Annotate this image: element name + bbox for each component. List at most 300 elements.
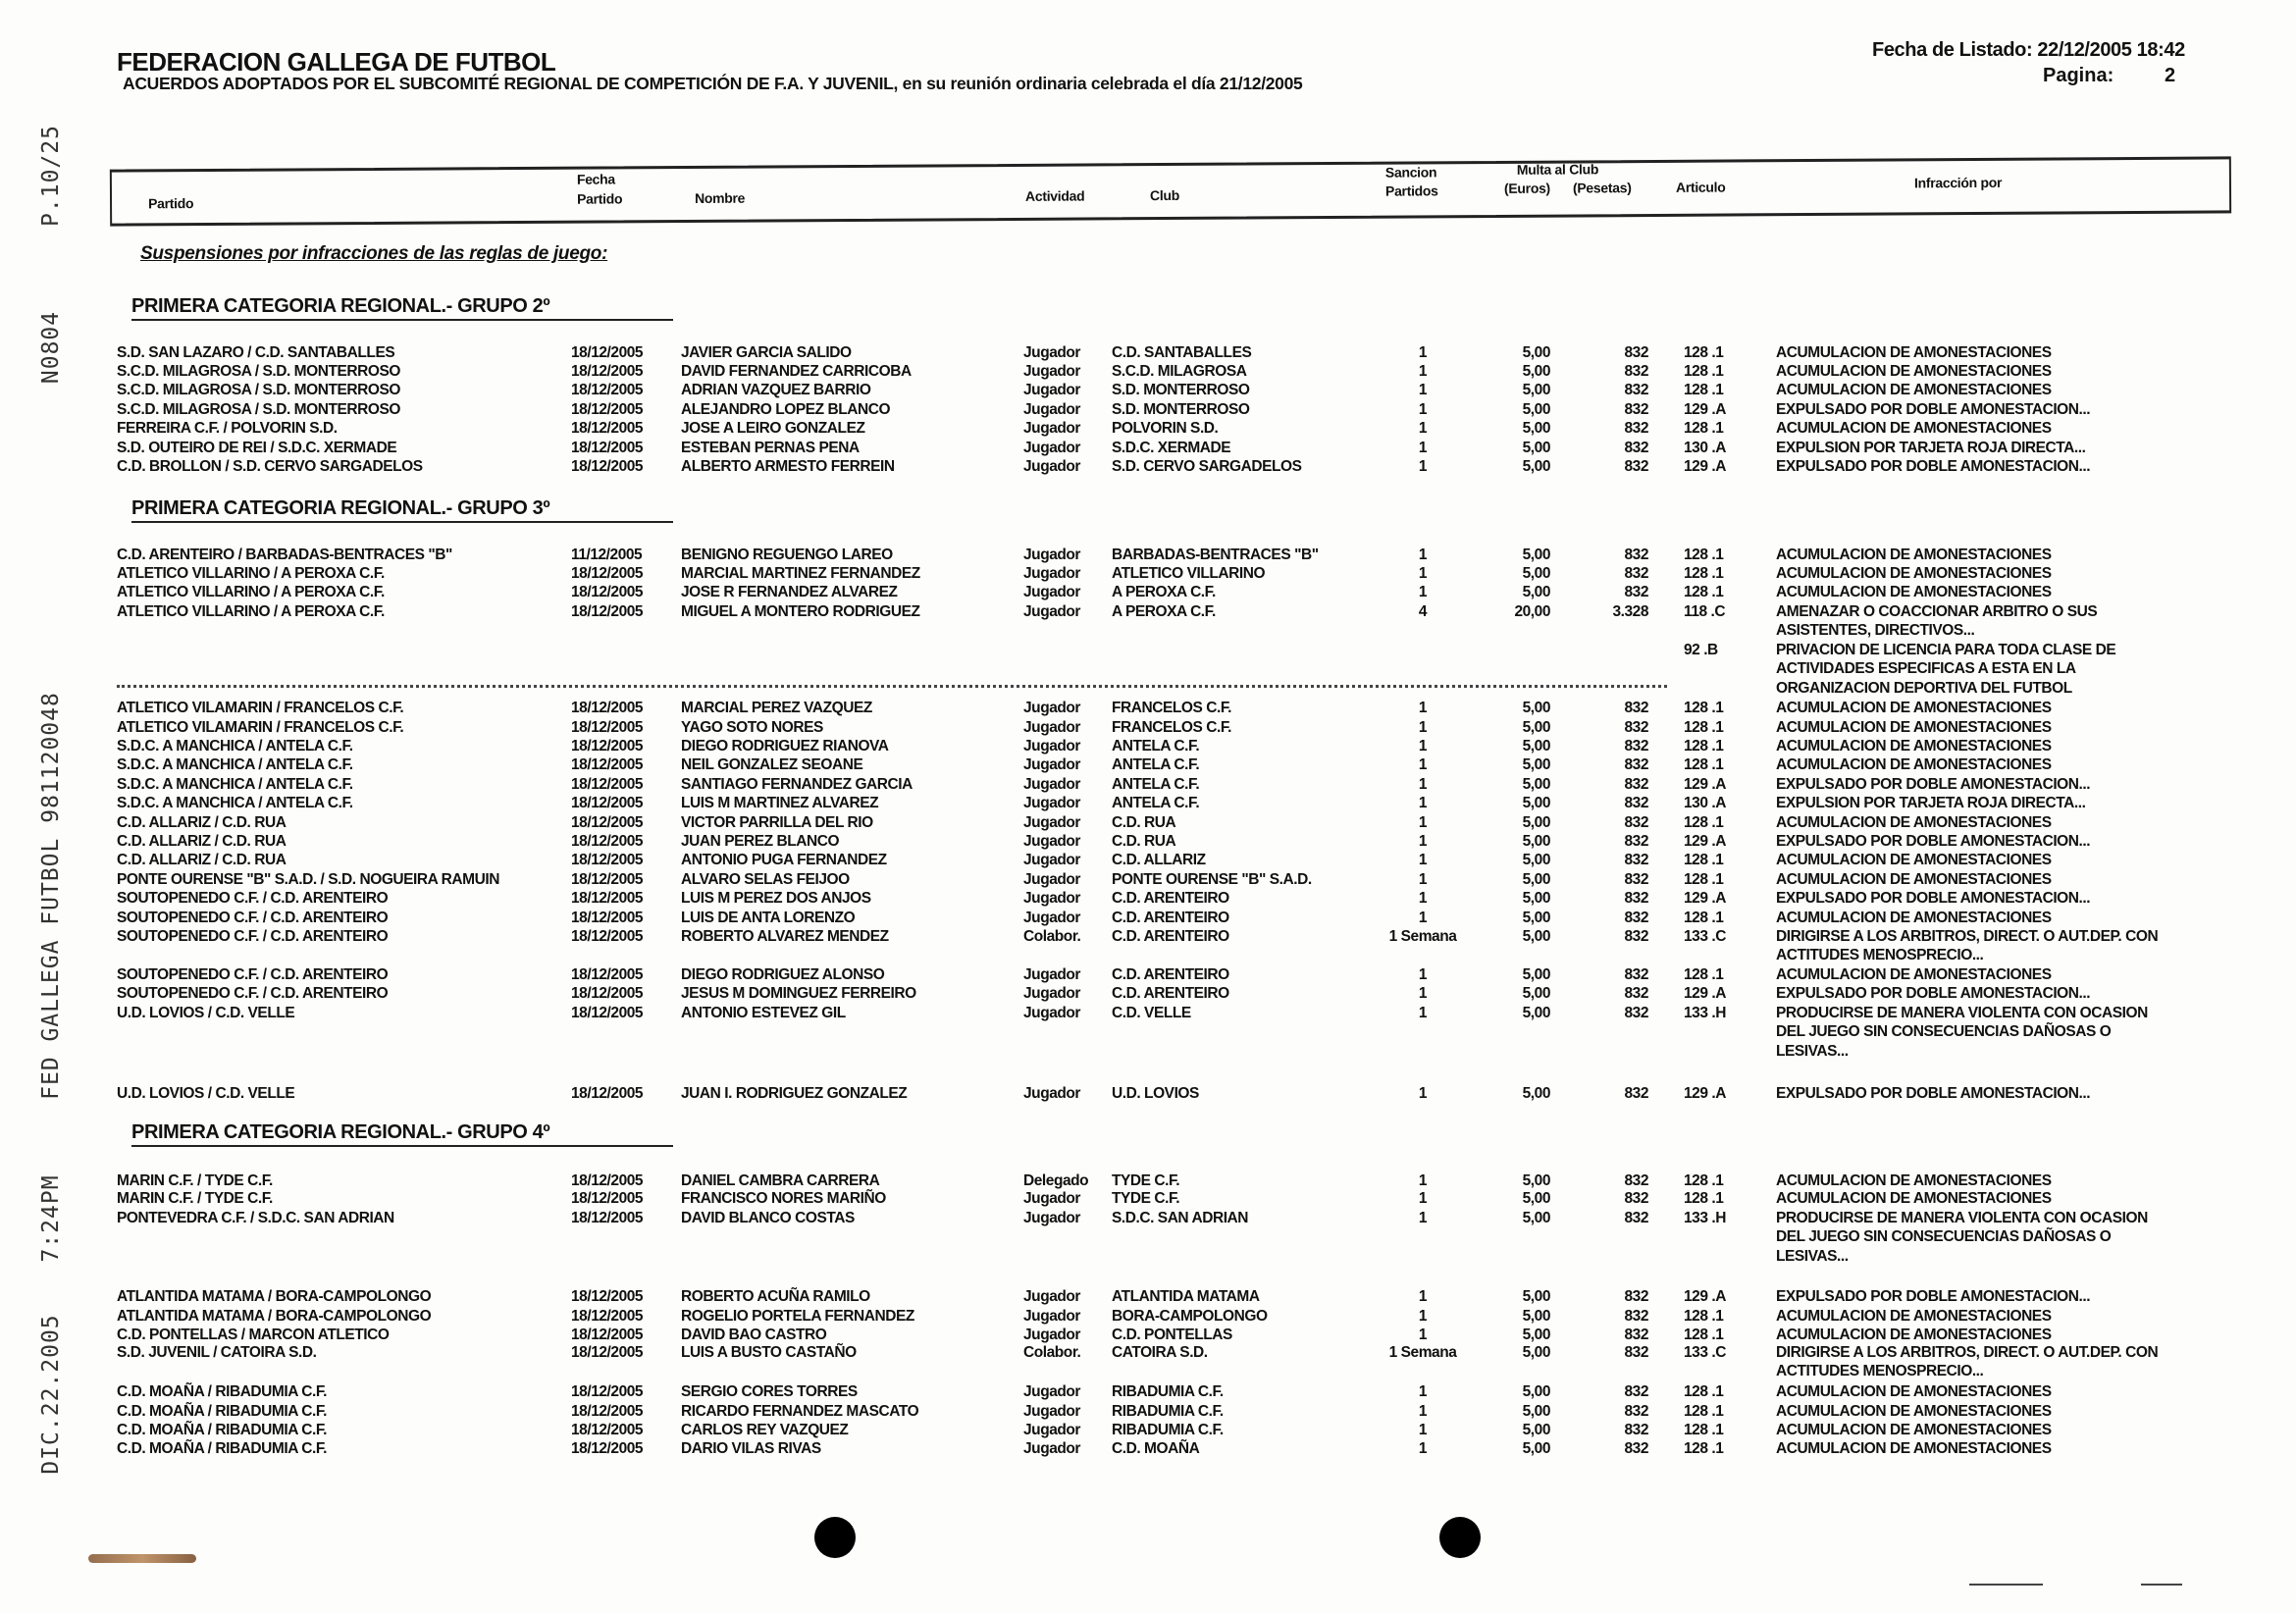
pesetas-cell: 832 — [1624, 1403, 1648, 1420]
sancion-cell: 1 — [1418, 795, 1428, 811]
articulo-cell: 128 .1 — [1684, 1422, 1724, 1438]
category-group-title: PRIMERA CATEGORIA REGIONAL.- GRUPO 2º — [131, 295, 673, 321]
sancion-cell: 1 — [1418, 1403, 1428, 1420]
club-cell: FRANCELOS C.F. — [1112, 719, 1232, 736]
euros-cell: 5,00 — [1522, 1005, 1550, 1021]
euros-cell: 5,00 — [1522, 1308, 1550, 1325]
nombre-cell: FRANCISCO NORES MARIÑO — [681, 1190, 886, 1207]
infraccion-cell — [1776, 737, 2052, 755]
fecha-cell: 18/12/2005 — [571, 440, 644, 456]
col-infraccion: Infracción por — [1913, 174, 2003, 191]
fecha-cell: 18/12/2005 — [571, 344, 644, 361]
partido-cell: S.C.D. MILAGROSA / S.D. MONTERROSO — [117, 363, 400, 380]
fecha-cell: 18/12/2005 — [571, 814, 644, 831]
fecha-cell: 18/12/2005 — [571, 738, 644, 754]
infraccion-line: DIRIGIRSE A LOS ARBITROS, DIRECT. O AUT.DEP. CON — [1776, 1344, 2159, 1361]
pesetas-cell: 832 — [1624, 1085, 1648, 1102]
nombre-cell: JUAN PEREZ BLANCO — [681, 833, 840, 850]
partido-cell: S.C.D. MILAGROSA / S.D. MONTERROSO — [117, 401, 400, 418]
sanction-row — [0, 439, 2296, 458]
infraccion-cell — [1776, 889, 2090, 908]
col-actividad: Actividad — [1024, 187, 1085, 204]
fecha-cell: 18/12/2005 — [571, 1422, 644, 1438]
infraccion-cell — [1776, 1439, 2052, 1458]
sanction-row — [0, 775, 2296, 795]
fecha-cell: 18/12/2005 — [571, 1172, 644, 1189]
col-multa: Multa al Club — [1516, 161, 1599, 178]
sanction-row — [0, 755, 2296, 775]
infraccion-cell — [1776, 1084, 2090, 1103]
club-cell: S.D.C. SAN ADRIAN — [1112, 1210, 1249, 1226]
infraccion-cell — [1776, 1382, 2052, 1401]
articulo-cell: 128 .1 — [1684, 546, 1724, 563]
fecha-cell: 18/12/2005 — [571, 458, 644, 475]
nombre-cell: ADRIAN VAZQUEZ BARRIO — [681, 382, 871, 398]
sanction-row — [0, 1171, 2296, 1191]
fecha-cell: 18/12/2005 — [571, 603, 644, 620]
partido-cell: S.D. OUTEIRO DE REI / S.D.C. XERMADE — [117, 440, 397, 456]
sanction-row — [0, 1307, 2296, 1327]
section-heading: Suspensiones por infracciones de las reglas de juego: — [140, 243, 608, 264]
page-label: Pagina: — [2043, 65, 2114, 86]
sancion-cell: 1 — [1418, 458, 1428, 475]
nombre-cell: MIGUEL A MONTERO RODRIGUEZ — [681, 603, 920, 620]
fecha-cell: 18/12/2005 — [571, 1190, 644, 1207]
sanction-row — [0, 400, 2296, 420]
partido-cell: C.D. ALLARIZ / C.D. RUA — [117, 852, 287, 868]
col-club: Club — [1149, 186, 1179, 204]
club-cell: C.D. ARENTEIRO — [1112, 928, 1229, 945]
articulo-cell: 128 .1 — [1684, 1327, 1724, 1343]
partido-cell: U.D. LOVIOS / C.D. VELLE — [117, 1085, 295, 1102]
euros-cell: 5,00 — [1522, 928, 1550, 945]
infraccion-line: DIRIGIRSE A LOS ARBITROS, DIRECT. O AUT.DEP. CON — [1776, 928, 2159, 945]
col-pesetas: (Pesetas) — [1572, 180, 1632, 196]
sancion-cell: 1 — [1418, 584, 1428, 600]
articulo-cell: 133 .H — [1684, 1005, 1726, 1021]
fecha-cell: 18/12/2005 — [571, 565, 644, 582]
infraccion-cell — [1776, 583, 2052, 601]
club-cell: C.D. MOAÑA — [1112, 1440, 1200, 1457]
infraccion-line: ACUMULACION DE AMONESTACIONES — [1776, 1422, 2052, 1438]
sanction-row — [0, 737, 2296, 756]
articulo-cell: 128 .1 — [1684, 1403, 1724, 1420]
euros-cell: 5,00 — [1522, 565, 1550, 582]
sanction-row — [0, 1189, 2296, 1209]
partido-cell: SOUTOPENEDO C.F. / C.D. ARENTEIRO — [117, 966, 389, 983]
fecha-cell: 18/12/2005 — [571, 420, 644, 437]
club-cell: S.D. MONTERROSO — [1112, 382, 1250, 398]
articulo-cell: 128 .1 — [1684, 1308, 1724, 1325]
actividad-cell: Jugador — [1023, 890, 1080, 907]
infraccion-cell — [1776, 965, 2052, 984]
sancion-cell: 1 — [1418, 700, 1428, 716]
club-cell: PONTE OURENSE "B" S.A.D. — [1112, 871, 1312, 888]
partido-cell: S.C.D. MILAGROSA / S.D. MONTERROSO — [117, 382, 400, 398]
infraccion-line: ACUMULACION DE AMONESTACIONES — [1776, 1440, 2052, 1457]
pesetas-cell: 832 — [1624, 1383, 1648, 1400]
infraccion-line: ACUMULACION DE AMONESTACIONES — [1776, 382, 2052, 398]
actividad-cell: Jugador — [1023, 363, 1080, 380]
articulo-cell: 129 .A — [1684, 458, 1726, 475]
nombre-cell: DANIEL CAMBRA CARRERA — [681, 1172, 880, 1189]
pesetas-cell: 832 — [1624, 565, 1648, 582]
partido-cell: U.D. LOVIOS / C.D. VELLE — [117, 1005, 295, 1021]
pesetas-cell: 832 — [1624, 776, 1648, 793]
partido-cell: C.D. ARENTEIRO / BARBADAS-BENTRACES "B" — [117, 546, 452, 563]
sancion-cell: 1 — [1418, 756, 1428, 773]
euros-cell: 5,00 — [1522, 363, 1550, 380]
partido-cell: C.D. BROLLON / S.D. CERVO SARGADELOS — [117, 458, 423, 475]
euros-cell: 5,00 — [1522, 1288, 1550, 1305]
partido-cell: S.D.C. A MANCHICA / ANTELA C.F. — [117, 738, 353, 754]
col-nombre: Nombre — [694, 189, 746, 206]
infraccion-cell — [1776, 870, 2052, 889]
pesetas-cell: 832 — [1624, 738, 1648, 754]
actividad-cell: Jugador — [1023, 1308, 1080, 1325]
club-cell: C.D. RUA — [1112, 814, 1176, 831]
infraccion-line: ACUMULACION DE AMONESTACIONES — [1776, 756, 2052, 773]
infraccion-line: AMENAZAR O COACCIONAR ARBITRO O SUS — [1776, 603, 2098, 620]
pesetas-cell: 832 — [1624, 985, 1648, 1002]
actividad-cell: Jugador — [1023, 776, 1080, 793]
sanction-row — [0, 965, 2296, 985]
sancion-cell: 4 — [1418, 603, 1428, 620]
sanction-row — [0, 1402, 2296, 1422]
partido-cell: PONTE OURENSE "B" S.A.D. / S.D. NOGUEIRA RAMUIN — [117, 871, 499, 888]
actividad-cell: Jugador — [1023, 401, 1080, 418]
club-cell: A PEROXA C.F. — [1112, 584, 1216, 600]
actividad-cell: Jugador — [1023, 1288, 1080, 1305]
nombre-cell: JAVIER GARCIA SALIDO — [681, 344, 852, 361]
infraccion-line: ACUMULACION DE AMONESTACIONES — [1776, 852, 2052, 868]
articulo-cell: 92 .B — [1684, 642, 1718, 658]
infraccion-cell — [1776, 1343, 2158, 1381]
euros-cell: 5,00 — [1522, 776, 1550, 793]
articulo-cell: 128 .1 — [1684, 584, 1724, 600]
pesetas-cell: 832 — [1624, 700, 1648, 716]
infraccion-line: DEL JUEGO SIN CONSECUENCIAS DAÑOSAS O — [1776, 1023, 2112, 1041]
nombre-cell: LUIS A BUSTO CASTAÑO — [681, 1344, 857, 1361]
infraccion-cell — [1776, 1209, 2148, 1266]
club-cell: C.D. ARENTEIRO — [1112, 890, 1229, 907]
euros-cell: 5,00 — [1522, 401, 1550, 418]
club-cell: C.D. ALLARIZ — [1112, 852, 1206, 868]
euros-cell: 5,00 — [1522, 1085, 1550, 1102]
euros-cell: 5,00 — [1522, 738, 1550, 754]
partido-cell: ATLANTIDA MATAMA / BORA-CAMPOLONGO — [117, 1308, 432, 1325]
nombre-cell: JUAN I. RODRIGUEZ GONZALEZ — [681, 1085, 908, 1102]
actividad-cell: Jugador — [1023, 852, 1080, 868]
euros-cell: 5,00 — [1522, 833, 1550, 850]
partido-cell: C.D. MOAÑA / RIBADUMIA C.F. — [117, 1383, 328, 1400]
infraccion-cell — [1776, 909, 2052, 927]
actividad-cell: Jugador — [1023, 1422, 1080, 1438]
nombre-cell: LUIS M PEREZ DOS ANJOS — [681, 890, 871, 907]
infraccion-cell — [1776, 794, 2085, 812]
pesetas-cell: 832 — [1624, 363, 1648, 380]
club-cell: S.C.D. MILAGROSA — [1112, 363, 1247, 380]
infraccion-cell — [1776, 1171, 2052, 1190]
partido-cell: FERREIRA C.F. / POLVORIN S.D. — [117, 420, 338, 437]
nombre-cell: SANTIAGO FERNANDEZ GARCIA — [681, 776, 913, 793]
partido-cell: C.D. MOAÑA / RIBADUMIA C.F. — [117, 1440, 328, 1457]
infraccion-cell — [1776, 984, 2090, 1003]
club-cell: RIBADUMIA C.F. — [1112, 1422, 1224, 1438]
nombre-cell: DIEGO RODRIGUEZ ALONSO — [681, 966, 885, 983]
pesetas-cell: 832 — [1624, 1190, 1648, 1207]
actividad-cell: Jugador — [1023, 458, 1080, 475]
euros-cell: 5,00 — [1522, 1403, 1550, 1420]
euros-cell: 5,00 — [1522, 795, 1550, 811]
fax-date: DIC.22.2005 — [38, 1314, 64, 1475]
actividad-cell: Jugador — [1023, 738, 1080, 754]
articulo-cell: 128 .1 — [1684, 756, 1724, 773]
sanction-row — [0, 602, 2296, 640]
nombre-cell: ROBERTO ALVAREZ MENDEZ — [681, 928, 889, 945]
actividad-cell: Jugador — [1023, 440, 1080, 456]
euros-cell: 5,00 — [1522, 985, 1550, 1002]
infraccion-cell — [1776, 775, 2090, 794]
actividad-cell: Jugador — [1023, 382, 1080, 398]
actividad-cell: Jugador — [1023, 1327, 1080, 1343]
nombre-cell: ANTONIO PUGA FERNANDEZ — [681, 852, 887, 868]
sancion-cell: 1 — [1418, 985, 1428, 1002]
fecha-cell: 18/12/2005 — [571, 584, 644, 600]
pesetas-cell: 832 — [1624, 928, 1648, 945]
club-cell: C.D. ARENTEIRO — [1112, 966, 1229, 983]
sanction-row — [0, 699, 2296, 718]
nombre-cell: DAVID BLANCO COSTAS — [681, 1210, 855, 1226]
euros-cell: 5,00 — [1522, 719, 1550, 736]
euros-cell: 5,00 — [1522, 852, 1550, 868]
partido-cell: S.D.C. A MANCHICA / ANTELA C.F. — [117, 756, 353, 773]
infraccion-line: EXPULSADO POR DOBLE AMONESTACION... — [1776, 1085, 2091, 1102]
nombre-cell: ESTEBAN PERNAS PENA — [681, 440, 860, 456]
euros-cell: 5,00 — [1522, 584, 1550, 600]
partido-cell: S.D.C. A MANCHICA / ANTELA C.F. — [117, 795, 353, 811]
euros-cell: 5,00 — [1522, 700, 1550, 716]
infraccion-cell — [1776, 927, 2158, 965]
articulo-cell: 128 .1 — [1684, 1172, 1724, 1189]
listing-date: Fecha de Listado: 22/12/2005 18:42 — [1872, 39, 2185, 61]
sanction-row — [0, 1287, 2296, 1307]
infraccion-line: ACUMULACION DE AMONESTACIONES — [1776, 1383, 2052, 1400]
sanction-row — [0, 1084, 2296, 1104]
fecha-cell: 18/12/2005 — [571, 1403, 644, 1420]
actividad-cell: Jugador — [1023, 700, 1080, 716]
actividad-cell: Jugador — [1023, 966, 1080, 983]
sanction-row — [0, 419, 2296, 439]
fecha-cell: 18/12/2005 — [571, 1085, 644, 1102]
sanction-row — [0, 870, 2296, 890]
infraccion-line: EXPULSADO POR DOBLE AMONESTACION... — [1776, 833, 2091, 850]
infraccion-cell — [1776, 1189, 2052, 1208]
nombre-cell: JESUS M DOMINGUEZ FERREIRO — [681, 985, 916, 1002]
infraccion-line: ACUMULACION DE AMONESTACIONES — [1776, 344, 2052, 361]
organization-title: FEDERACION GALLEGA DE FUTBOL — [117, 47, 556, 77]
infraccion-line: ACUMULACION DE AMONESTACIONES — [1776, 1190, 2052, 1207]
sancion-cell: 1 — [1418, 1085, 1428, 1102]
pesetas-cell: 832 — [1624, 910, 1648, 926]
pesetas-cell: 832 — [1624, 1440, 1648, 1457]
col-sancion-line2: Partidos — [1384, 182, 1438, 199]
articulo-cell: 129 .A — [1684, 1085, 1726, 1102]
fecha-cell: 18/12/2005 — [571, 1210, 644, 1226]
sancion-cell: 1 — [1418, 363, 1428, 380]
actividad-cell: Jugador — [1023, 814, 1080, 831]
club-cell: POLVORIN S.D. — [1112, 420, 1219, 437]
nombre-cell: ALBERTO ARMESTO FERREIN — [681, 458, 895, 475]
pesetas-cell: 3.328 — [1612, 603, 1648, 620]
nombre-cell: CARLOS REY VAZQUEZ — [681, 1422, 849, 1438]
pesetas-cell: 832 — [1624, 401, 1648, 418]
sancion-cell: 1 — [1418, 1327, 1428, 1343]
euros-cell: 5,00 — [1522, 1172, 1550, 1189]
pesetas-cell: 832 — [1624, 1422, 1648, 1438]
euros-cell: 5,00 — [1522, 1440, 1550, 1457]
infraccion-line: EXPULSADO POR DOBLE AMONESTACION... — [1776, 458, 2091, 475]
euros-cell: 5,00 — [1522, 1210, 1550, 1226]
partido-cell: SOUTOPENEDO C.F. / C.D. ARENTEIRO — [117, 910, 389, 926]
articulo-cell: 128 .1 — [1684, 700, 1724, 716]
nombre-cell: ROBERTO ACUÑA RAMILO — [681, 1288, 870, 1305]
sancion-cell: 1 — [1418, 719, 1428, 736]
club-cell: C.D. ARENTEIRO — [1112, 985, 1229, 1002]
fecha-cell: 18/12/2005 — [571, 1327, 644, 1343]
nombre-cell: RICARDO FERNANDEZ MASCATO — [681, 1403, 919, 1420]
infraccion-cell — [1776, 1421, 2052, 1439]
club-cell: C.D. RUA — [1112, 833, 1176, 850]
sancion-cell: 1 — [1418, 1383, 1428, 1400]
fax-sender: FED GALLEGA FUTBOL 981120048 — [38, 692, 64, 1100]
sanction-row — [0, 381, 2296, 400]
partido-cell: S.D.C. A MANCHICA / ANTELA C.F. — [117, 776, 353, 793]
pesetas-cell: 832 — [1624, 458, 1648, 475]
document-subtitle: ACUERDOS ADOPTADOS POR EL SUBCOMITÉ REGIONAL DE COMPETICIÓN DE F.A. Y JUVENIL, en su reunión ordinaria celebrada el día 21/12/2005 — [123, 74, 1303, 93]
infraccion-cell — [1776, 813, 2052, 832]
articulo-cell: 128 .1 — [1684, 382, 1724, 398]
articulo-cell: 129 .A — [1684, 1288, 1726, 1305]
articulo-cell: 129 .A — [1684, 985, 1726, 1002]
page-number: 2 — [2165, 65, 2176, 86]
fecha-cell: 18/12/2005 — [571, 833, 644, 850]
nombre-cell: JOSE A LEIRO GONZALEZ — [681, 420, 865, 437]
articulo-cell: 129 .A — [1684, 401, 1726, 418]
club-cell: A PEROXA C.F. — [1112, 603, 1216, 620]
partido-cell: ATLETICO VILAMARIN / FRANCELOS C.F. — [117, 719, 404, 736]
club-cell: S.D. MONTERROSO — [1112, 401, 1250, 418]
euros-cell: 5,00 — [1522, 910, 1550, 926]
nombre-cell: ALVARO SELAS FEIJOO — [681, 871, 850, 888]
infraccion-cell — [1776, 419, 2052, 438]
sanction-row — [0, 1439, 2296, 1459]
actividad-cell: Jugador — [1023, 871, 1080, 888]
sanction-row — [0, 1343, 2296, 1380]
partido-cell: PONTEVEDRA C.F. / S.D.C. SAN ADRIAN — [117, 1210, 394, 1226]
articulo-cell: 130 .A — [1684, 795, 1726, 811]
club-cell: S.D. CERVO SARGADELOS — [1112, 458, 1302, 475]
sancion-cell: 1 — [1418, 1422, 1428, 1438]
pesetas-cell: 832 — [1624, 584, 1648, 600]
articulo-cell: 128 .1 — [1684, 344, 1724, 361]
euros-cell: 20,00 — [1514, 603, 1550, 620]
fecha-cell: 18/12/2005 — [571, 1344, 644, 1361]
nombre-cell: LUIS DE ANTA LORENZO — [681, 910, 856, 926]
partido-cell: MARIN C.F. / TYDE C.F. — [117, 1190, 273, 1207]
actividad-cell: Jugador — [1023, 1190, 1080, 1207]
sancion-cell: 1 Semana — [1388, 928, 1457, 945]
club-cell: BARBADAS-BENTRACES "B" — [1112, 546, 1319, 563]
club-cell: TYDE C.F. — [1112, 1190, 1180, 1207]
partido-cell: ATLETICO VILLARINO / A PEROXA C.F. — [117, 603, 385, 620]
club-cell: ANTELA C.F. — [1112, 756, 1200, 773]
fecha-cell: 18/12/2005 — [571, 756, 644, 773]
actividad-cell: Jugador — [1023, 719, 1080, 736]
partido-cell: SOUTOPENEDO C.F. / C.D. ARENTEIRO — [117, 985, 389, 1002]
infraccion-line: LESIVAS... — [1776, 1247, 1849, 1265]
infraccion-line: PRIVACION DE LICENCIA PARA TODA CLASE DE — [1776, 642, 2116, 658]
sanction-row — [0, 889, 2296, 909]
club-cell: U.D. LOVIOS — [1112, 1085, 1199, 1102]
sanction-row — [0, 718, 2296, 738]
col-euros: (Euros) — [1503, 180, 1550, 196]
club-cell: ATLETICO VILLARINO — [1112, 565, 1266, 582]
punch-hole-mark — [814, 1517, 856, 1558]
actividad-cell: Jugador — [1023, 1440, 1080, 1457]
actividad-cell: Jugador — [1023, 1085, 1080, 1102]
nombre-cell: VICTOR PARRILLA DEL RIO — [681, 814, 873, 831]
sanction-row — [0, 794, 2296, 813]
partido-cell: C.D. MOAÑA / RIBADUMIA C.F. — [117, 1422, 328, 1438]
fecha-cell: 18/12/2005 — [571, 890, 644, 907]
sancion-cell: 1 — [1418, 1308, 1428, 1325]
pesetas-cell: 832 — [1624, 1344, 1648, 1361]
actividad-cell: Jugador — [1023, 1383, 1080, 1400]
infraccion-cell — [1776, 362, 2052, 381]
infraccion-cell — [1776, 439, 2085, 457]
articulo-cell: 128 .1 — [1684, 852, 1724, 868]
club-cell: ANTELA C.F. — [1112, 738, 1200, 754]
club-cell: S.D.C. XERMADE — [1112, 440, 1231, 456]
actividad-cell: Jugador — [1023, 344, 1080, 361]
sancion-cell: 1 — [1418, 1005, 1428, 1021]
actividad-cell: Jugador — [1023, 603, 1080, 620]
partido-cell: SOUTOPENEDO C.F. / C.D. ARENTEIRO — [117, 890, 389, 907]
articulo-cell: 130 .A — [1684, 440, 1726, 456]
punch-hole-mark — [1439, 1517, 1481, 1558]
partido-cell: ATLETICO VILLARINO / A PEROXA C.F. — [117, 584, 385, 600]
partido-cell: ATLETICO VILLARINO / A PEROXA C.F. — [117, 565, 385, 582]
fecha-cell: 18/12/2005 — [571, 1440, 644, 1457]
actividad-cell: Colabor. — [1023, 1344, 1081, 1361]
articulo-cell: 128 .1 — [1684, 1383, 1724, 1400]
actividad-cell: Jugador — [1023, 1005, 1080, 1021]
sanction-row — [0, 343, 2296, 363]
table-header — [110, 156, 2231, 226]
actividad-cell: Jugador — [1023, 985, 1080, 1002]
club-cell: C.D. ARENTEIRO — [1112, 910, 1229, 926]
fecha-cell: 18/12/2005 — [571, 719, 644, 736]
infraccion-line: ACUMULACION DE AMONESTACIONES — [1776, 363, 2052, 380]
infraccion-line: DEL JUEGO SIN CONSECUENCIAS DAÑOSAS O — [1776, 1228, 2112, 1246]
pesetas-cell: 832 — [1624, 1308, 1648, 1325]
nombre-cell: DIEGO RODRIGUEZ RIANOVA — [681, 738, 889, 754]
actividad-cell: Colabor. — [1023, 928, 1081, 945]
stain-mark — [88, 1554, 196, 1563]
fecha-cell: 18/12/2005 — [571, 1288, 644, 1305]
euros-cell: 5,00 — [1522, 1190, 1550, 1207]
